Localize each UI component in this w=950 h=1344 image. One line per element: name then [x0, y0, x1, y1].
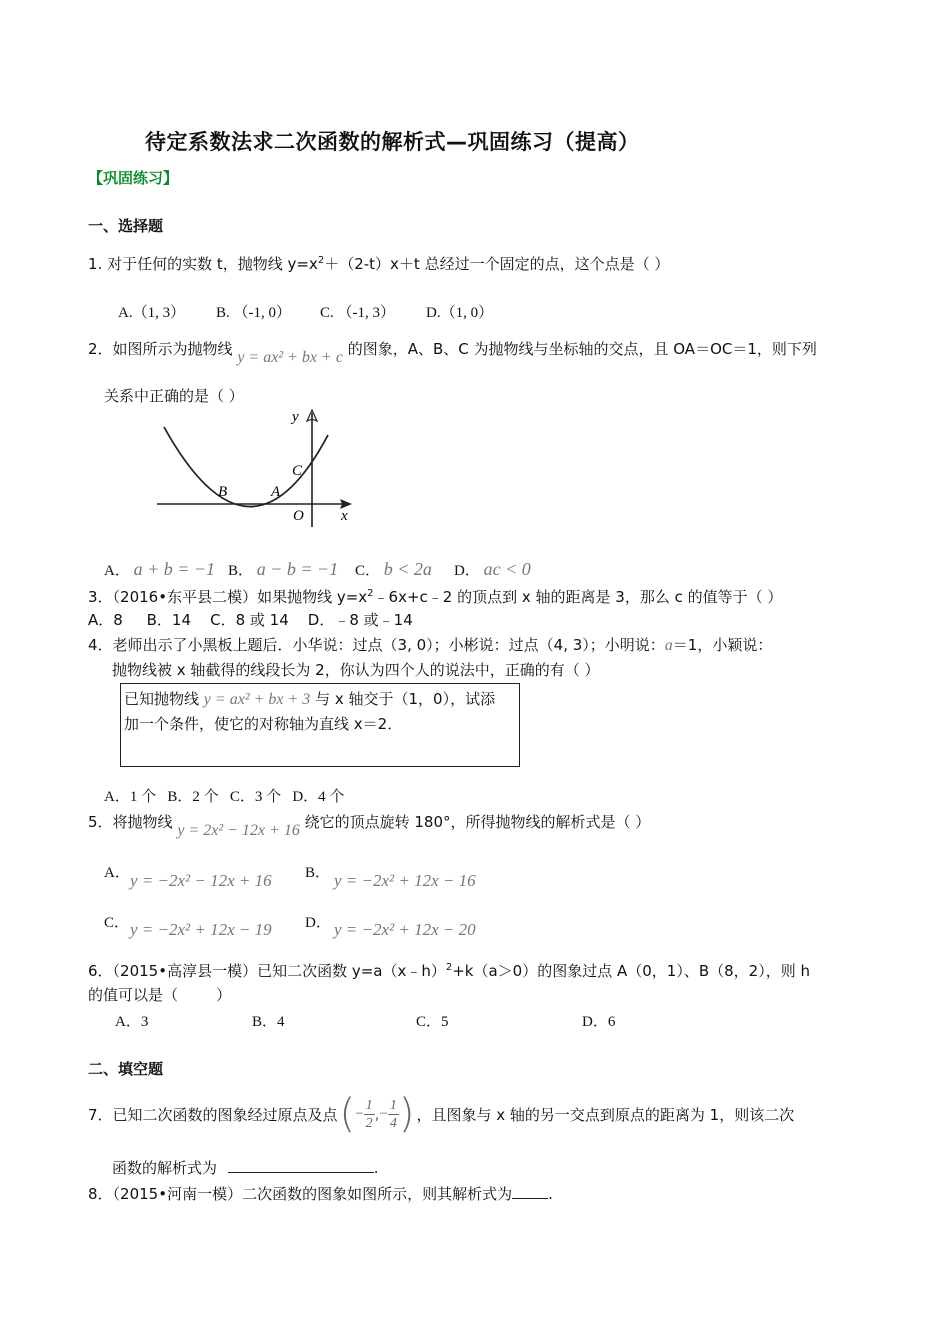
q6-line2: 的值可以是（ ）	[88, 986, 232, 1004]
q3-options: A．8 B．14 C．8 或 14 D．﹣8 或﹣14	[88, 611, 413, 629]
q7-line2-end: .	[373, 1159, 379, 1177]
q1-sup: 2	[317, 255, 325, 266]
q4-options: A．1 个 B．2 个 C．3 个 D．4 个	[104, 789, 345, 805]
question-3	[88, 586, 782, 607]
q5-option-d-formula: y = −2x² + 12x − 20	[334, 920, 476, 939]
q7-right-paren: )	[398, 1091, 415, 1137]
q8-answer-blank[interactable]	[512, 1183, 548, 1199]
q1-text-b: ＋（2-t）x＋t 总经过一个固定的点，这个点是（ ）	[324, 255, 670, 273]
section-heading-fill: 二、填空题	[88, 1060, 164, 1078]
point-c-label: C	[292, 463, 303, 479]
parabola-curve	[164, 427, 328, 507]
question-6	[88, 960, 810, 981]
q7-line2	[112, 1157, 379, 1178]
question-1	[88, 253, 669, 274]
q2-option-a	[104, 559, 215, 580]
q6-option-c: C．5	[416, 1014, 449, 1030]
q5-option-c-formula: y = −2x² + 12x − 19	[130, 920, 272, 939]
q7-frac-2-den: 4	[389, 1115, 397, 1131]
q7-frac-2-num: 1	[389, 1097, 397, 1113]
q5-option-a-formula: y = −2x² − 12x + 16	[130, 871, 272, 890]
point-b-label: B	[218, 484, 228, 500]
q4-box-line1	[124, 688, 495, 709]
q7-frac-2	[388, 1097, 399, 1132]
q6-text-b: +k（a＞0）的图象过点 A（0，1）、B（8，2），则 h	[452, 962, 810, 980]
question-4	[88, 634, 772, 655]
q3-sup: 2	[367, 588, 374, 599]
q5-option-a-label: A．	[104, 865, 130, 881]
q6-option-d: D．6	[582, 1014, 616, 1030]
q5-formula: y = 2x² − 12x + 16	[177, 822, 300, 839]
q2-option-c-label: C．	[355, 563, 381, 579]
q5-option-d-label: D．	[305, 915, 331, 931]
q2-option-d	[454, 559, 531, 580]
q2-option-d-label: D．	[454, 563, 480, 579]
q8-end: .	[548, 1185, 553, 1203]
q7-text-b: ，且图象与 x 轴的另一交点到原点的距离为 1，则该二次	[416, 1105, 795, 1124]
q2-option-c-formula: b < 2a	[383, 559, 432, 579]
q1-text-a: 1. 对于任何的实数 t，抛物线 y=x	[88, 255, 318, 273]
q5-option-b-label: B．	[305, 865, 331, 881]
q5-option-b-formula: y = −2x² + 12x − 16	[334, 871, 476, 890]
q3-text-b: ﹣6x+c﹣2 的顶点到 x 轴的距离是 3，那么 c 的值等于（ ）	[373, 588, 783, 606]
q7-line2-text: 函数的解析式为	[112, 1159, 218, 1177]
q6-text-a: 6．（2015•高淳县一模）已知二次函数 y=a（x﹣h）	[88, 962, 446, 980]
q2-text-a: 2．如图所示为抛物线	[88, 340, 233, 358]
q2-formula: y = ax² + bx + c	[237, 349, 343, 366]
q7-frac-1	[364, 1097, 375, 1132]
q2-option-b	[228, 559, 338, 580]
q5-text-a: 5．将抛物线	[88, 813, 173, 831]
q7-minus-1: −	[355, 1105, 364, 1122]
q2-option-b-formula: a − b = −1	[256, 559, 339, 579]
q4-box-line2: 加一个条件，使它的对称轴为直线 x＝2．	[124, 715, 403, 733]
q2-option-c	[355, 559, 432, 580]
q5-text-b: 绕它的顶点旋转 180°，所得抛物线的解析式是（ ）	[304, 813, 651, 831]
q1-option-a: A.（1, 3）	[118, 305, 186, 321]
y-label: y	[292, 409, 299, 425]
q2-option-b-label: B．	[228, 563, 254, 579]
q7-left-paren: (	[339, 1091, 356, 1137]
q2-option-a-formula: a + b = −1	[133, 559, 216, 579]
q5-option-c-label: C．	[104, 915, 130, 931]
q1-option-b: B. （-1, 0）	[216, 305, 292, 321]
q2-option-a-label: A．	[104, 563, 130, 579]
page-title: 待定系数法求二次函数的解析式—巩固练习（提高）	[145, 130, 640, 154]
q2-option-d-formula: ac < 0	[483, 559, 531, 579]
q1-option-d: D.（1, 0）	[426, 305, 494, 321]
q4-box-a: 已知抛物线	[124, 690, 200, 708]
q4-a: a	[664, 637, 673, 654]
q2-line2: 关系中正确的是（ ）	[104, 387, 244, 405]
q2-parabola-graph	[152, 407, 362, 531]
q4-box-formula: y = ax² + bx + 3	[203, 691, 311, 708]
q1-option-c: C. （-1, 3）	[320, 305, 396, 321]
question-8	[88, 1183, 553, 1204]
q7-answer-blank[interactable]	[228, 1157, 374, 1173]
q2-text-b: 的图象，A、B、C 为抛物线与坐标轴的交点，且 OA＝OC＝1，则下列	[347, 340, 817, 358]
q4-line2: 抛物线被 x 轴截得的线段长为 2，你认为四个人的说法中，正确的有（ ）	[112, 661, 600, 679]
q3-text-a: 3．（2016•东平县二模）如果抛物线 y=x	[88, 588, 368, 606]
q7-frac-1-den: 2	[365, 1115, 373, 1131]
q6-sup: 2	[445, 962, 453, 973]
q4-text-b: ＝1，小颖说：	[672, 636, 773, 654]
q7-minus-2: −	[379, 1105, 388, 1122]
q8-text: 8．（2015•河南一模）二次函数的图象如图所示，则其解析式为	[88, 1185, 513, 1203]
question-7	[88, 1088, 794, 1140]
question-2	[88, 338, 817, 366]
q6-option-b: B．4	[252, 1014, 285, 1030]
q7-point	[339, 1091, 415, 1137]
origin-label: O	[293, 508, 304, 524]
section-tag: 【巩固练习】	[88, 169, 179, 187]
q7-text-a: 7．已知二次函数的图象经过原点及点	[88, 1105, 338, 1124]
x-label: x	[341, 508, 348, 524]
section-heading-choice: 一、选择题	[88, 217, 164, 235]
q7-frac-1-num: 1	[365, 1097, 373, 1113]
q6-option-a: A．3	[115, 1014, 149, 1030]
q4-box-b: 与 x 轴交于（1，0），试添	[315, 690, 496, 708]
question-5	[88, 811, 651, 839]
point-a-label: A	[271, 484, 281, 500]
q7-comma: ,	[374, 1105, 380, 1123]
q4-text: 4．老师出示了小黑板上题后．小华说：过点（3, 0）；小彬说：过点（4, 3）；小明说：	[88, 636, 665, 654]
